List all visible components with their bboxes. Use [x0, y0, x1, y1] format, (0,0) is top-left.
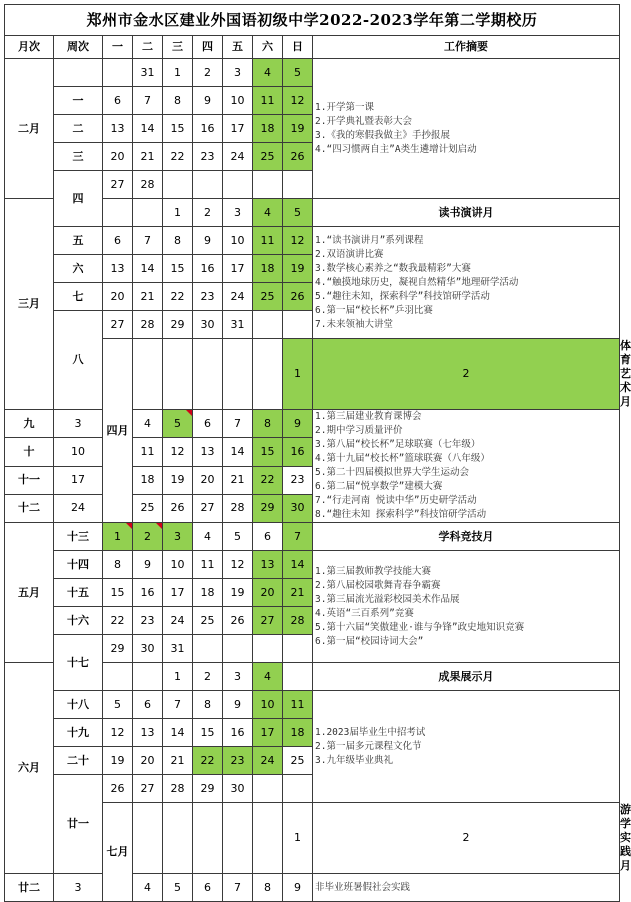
day-cell — [253, 775, 283, 803]
day-cell: 22 — [193, 747, 223, 775]
day-cell: 20 — [133, 747, 163, 775]
day-cell: 10 — [54, 438, 103, 466]
summary-cell — [313, 227, 620, 339]
day-cell: 11 — [253, 87, 283, 115]
summary-item: 6.第一届“校长杯”乒羽比赛 — [315, 304, 433, 316]
summary-item: 1.第三届教师教学技能大赛 — [315, 565, 431, 577]
summary-item: 1.开学第一课 — [315, 101, 374, 113]
day-cell: 28 — [133, 171, 163, 199]
day-cell: 15 — [163, 115, 193, 143]
day-cell: 25 — [253, 283, 283, 311]
day-cell: 4 — [253, 663, 283, 691]
day-cell: 20 — [103, 143, 133, 171]
day-cell: 13 — [193, 438, 223, 466]
day-cell: 26 — [223, 607, 253, 635]
month-cell: 三月 — [5, 199, 54, 410]
day-cell: 20 — [253, 579, 283, 607]
day-cell: 19 — [283, 115, 313, 143]
day-cell: 23 — [193, 143, 223, 171]
week-cell: 十九 — [54, 719, 103, 747]
day-cell: 5 — [163, 874, 193, 902]
day-cell: 22 — [163, 283, 193, 311]
week-cell: 十五 — [54, 579, 103, 607]
day-cell: 30 — [223, 775, 253, 803]
day-cell: 16 — [283, 438, 313, 466]
day-cell: 28 — [223, 494, 253, 522]
day-cell — [193, 803, 223, 874]
summary-item: 2.双语演讲比赛 — [315, 248, 384, 260]
week-row — [5, 227, 620, 255]
summary-item: 4.英语“三百系列”竞赛 — [315, 607, 414, 619]
weekday-header: 四 — [193, 36, 223, 59]
day-cell: 24 — [163, 607, 193, 635]
day-cell: 2 — [193, 59, 223, 87]
day-cell: 8 — [193, 691, 223, 719]
day-cell: 1 — [103, 523, 133, 551]
day-cell: 27 — [193, 494, 223, 522]
summary-item: 5.第十六届“笑傲建业·谁与争锋”政史地知识竞赛 — [315, 621, 525, 633]
day-cell: 11 — [253, 227, 283, 255]
summary-cell — [313, 410, 620, 523]
day-cell — [133, 803, 163, 874]
day-cell: 31 — [163, 635, 193, 663]
week-cell: 三 — [54, 143, 103, 171]
summary-item: 7.“行走河南 悦读中华”历史研学活动 — [315, 495, 477, 506]
summary-item: 4.“触摸地球历史，凝视自然精华”地理研学活动 — [315, 276, 519, 288]
day-cell: 23 — [133, 607, 163, 635]
day-cell: 12 — [283, 87, 313, 115]
weekday-header: 一 — [103, 36, 133, 59]
day-cell: 9 — [283, 410, 313, 438]
day-cell: 14 — [163, 719, 193, 747]
day-cell: 21 — [223, 466, 253, 494]
day-cell: 26 — [103, 775, 133, 803]
day-cell: 1 — [163, 59, 193, 87]
summary-item: 非毕业班暑假社会实践 — [315, 881, 411, 893]
week-row — [5, 410, 620, 438]
day-cell: 6 — [103, 227, 133, 255]
day-cell: 21 — [283, 579, 313, 607]
day-cell: 30 — [193, 311, 223, 339]
day-cell: 3 — [223, 199, 253, 227]
day-cell: 30 — [283, 494, 313, 522]
day-cell: 3 — [163, 523, 193, 551]
calendar-title: 郑州市金水区建业外国语初级中学2022-2023学年第二学期校历 — [5, 5, 620, 36]
month-header: 月次 — [5, 36, 54, 59]
day-cell: 9 — [223, 691, 253, 719]
day-cell: 31 — [223, 311, 253, 339]
week-cell: 廿二 — [5, 874, 54, 902]
summary-item: 5.第二十四届模拟世界大学生运动会 — [315, 467, 469, 478]
day-cell: 6 — [103, 87, 133, 115]
day-cell: 9 — [283, 874, 313, 902]
day-cell: 18 — [193, 579, 223, 607]
day-cell: 26 — [283, 283, 313, 311]
day-cell: 20 — [103, 283, 133, 311]
day-cell: 16 — [223, 719, 253, 747]
day-cell: 21 — [163, 747, 193, 775]
day-cell: 27 — [253, 607, 283, 635]
day-cell: 18 — [133, 466, 163, 494]
day-cell: 8 — [163, 227, 193, 255]
day-cell — [253, 339, 283, 410]
day-cell: 7 — [133, 227, 163, 255]
day-cell: 4 — [253, 199, 283, 227]
week-cell: 十六 — [54, 607, 103, 635]
summary-item: 1.第三届建业教育课博会 — [315, 411, 422, 422]
day-cell: 2 — [313, 803, 620, 874]
summary-item: 2.第一届多元课程文化节 — [315, 740, 422, 752]
day-cell: 17 — [223, 115, 253, 143]
summary-item: 3.数学核心素养之“数我最精彩”大赛 — [315, 262, 471, 274]
day-cell — [283, 635, 313, 663]
day-cell: 2 — [133, 523, 163, 551]
day-cell: 16 — [133, 579, 163, 607]
day-cell: 11 — [193, 551, 223, 579]
header-row — [5, 36, 620, 59]
week-cell: 十八 — [54, 691, 103, 719]
day-cell — [163, 803, 193, 874]
day-cell — [193, 635, 223, 663]
day-cell: 31 — [133, 59, 163, 87]
summary-item: 7.未来领袖大讲堂 — [315, 318, 393, 330]
weekday-header: 六 — [253, 36, 283, 59]
day-cell: 6 — [193, 410, 223, 438]
week-cell: 十三 — [54, 523, 103, 551]
day-cell: 6 — [253, 523, 283, 551]
day-cell: 25 — [283, 747, 313, 775]
summary-item: 6.第二届“悦享数学”建模大赛 — [315, 481, 443, 492]
day-cell: 12 — [283, 227, 313, 255]
day-cell: 23 — [223, 747, 253, 775]
day-cell: 15 — [163, 255, 193, 283]
week-header: 周次 — [54, 36, 103, 59]
day-cell: 1 — [283, 803, 313, 874]
summary-item: 3.第三届流光溢彩校园美术作品展 — [315, 593, 460, 605]
day-cell — [253, 635, 283, 663]
day-cell: 25 — [253, 143, 283, 171]
day-cell: 16 — [193, 255, 223, 283]
day-cell — [133, 199, 163, 227]
day-cell: 17 — [54, 466, 103, 494]
week-cell: 六 — [54, 255, 103, 283]
day-cell: 23 — [193, 283, 223, 311]
day-cell: 22 — [103, 607, 133, 635]
day-cell: 29 — [193, 775, 223, 803]
week-cell: 一 — [54, 87, 103, 115]
week-cell: 十二 — [5, 494, 54, 522]
day-cell: 14 — [133, 115, 163, 143]
day-cell: 10 — [223, 87, 253, 115]
day-cell: 9 — [133, 551, 163, 579]
day-cell: 22 — [253, 466, 283, 494]
day-cell: 24 — [253, 747, 283, 775]
summary-item: 3.第八届“校长杯”足球联赛（七年级） — [315, 439, 481, 450]
day-cell: 21 — [133, 283, 163, 311]
day-cell: 1 — [163, 663, 193, 691]
day-cell — [193, 171, 223, 199]
day-cell: 29 — [253, 494, 283, 522]
day-cell: 24 — [54, 494, 103, 522]
month-cell: 七月 — [103, 803, 133, 902]
day-cell: 28 — [163, 775, 193, 803]
day-cell — [223, 171, 253, 199]
day-cell: 13 — [253, 551, 283, 579]
day-cell: 6 — [193, 874, 223, 902]
week-row — [5, 691, 620, 719]
school-calendar-table — [4, 4, 631, 902]
day-cell: 3 — [223, 59, 253, 87]
day-cell: 13 — [103, 255, 133, 283]
day-cell: 26 — [283, 143, 313, 171]
day-cell: 27 — [133, 775, 163, 803]
day-cell: 22 — [163, 143, 193, 171]
day-cell: 3 — [223, 663, 253, 691]
day-cell: 14 — [133, 255, 163, 283]
day-cell — [253, 311, 283, 339]
weekday-header: 二 — [133, 36, 163, 59]
day-cell: 13 — [103, 115, 133, 143]
week-cell: 十 — [5, 438, 54, 466]
day-cell: 23 — [283, 466, 313, 494]
day-cell: 4 — [193, 523, 223, 551]
day-cell: 19 — [283, 255, 313, 283]
week-cell: 五 — [54, 227, 103, 255]
day-cell: 8 — [163, 87, 193, 115]
day-cell: 12 — [103, 719, 133, 747]
summary-item: 2.第八届校园歌舞青春争霸赛 — [315, 579, 441, 591]
day-cell: 7 — [223, 410, 253, 438]
day-cell: 30 — [133, 635, 163, 663]
day-cell — [283, 775, 313, 803]
day-cell: 4 — [253, 59, 283, 87]
month-cell: 五月 — [5, 523, 54, 663]
day-cell: 26 — [163, 494, 193, 522]
day-cell: 3 — [54, 874, 103, 902]
day-cell — [253, 803, 283, 874]
summary-item: 5.“趣往未知，探索科学”科技馆研学活动 — [315, 290, 490, 302]
day-cell — [133, 339, 163, 410]
day-cell: 21 — [133, 143, 163, 171]
week-cell: 二 — [54, 115, 103, 143]
day-cell: 8 — [103, 551, 133, 579]
day-cell: 5 — [283, 59, 313, 87]
summary-item: 3.《我的寒假我做主》手抄报展 — [315, 129, 450, 141]
day-cell — [283, 663, 313, 691]
day-cell: 18 — [283, 719, 313, 747]
day-cell — [283, 171, 313, 199]
section-title: 成果展示月 — [313, 663, 620, 691]
day-cell — [163, 339, 193, 410]
summary-cell — [313, 874, 620, 902]
day-cell: 5 — [163, 410, 193, 438]
day-cell: 1 — [163, 199, 193, 227]
day-cell: 19 — [163, 466, 193, 494]
day-cell: 28 — [283, 607, 313, 635]
summary-cell — [313, 691, 620, 803]
day-cell — [253, 171, 283, 199]
day-cell: 3 — [54, 410, 103, 438]
day-cell: 18 — [253, 115, 283, 143]
day-cell: 10 — [163, 551, 193, 579]
day-cell — [163, 171, 193, 199]
summary-cell — [313, 59, 620, 199]
day-cell: 8 — [253, 410, 283, 438]
week-cell: 十一 — [5, 466, 54, 494]
day-cell — [133, 663, 163, 691]
day-cell: 9 — [193, 87, 223, 115]
day-cell: 25 — [193, 607, 223, 635]
day-cell: 14 — [283, 551, 313, 579]
summary-header: 工作摘要 — [313, 36, 620, 59]
day-cell: 7 — [283, 523, 313, 551]
summary-item: 4.第十九届“校长杯”篮球联赛（八年级） — [315, 453, 490, 464]
day-cell: 11 — [133, 438, 163, 466]
week-row — [5, 59, 620, 87]
day-cell: 24 — [223, 143, 253, 171]
day-cell: 9 — [193, 227, 223, 255]
day-cell: 19 — [223, 579, 253, 607]
week-cell: 十七 — [54, 635, 103, 691]
month-cell: 四月 — [103, 339, 133, 523]
week-cell: 二十 — [54, 747, 103, 775]
weekday-header: 日 — [283, 36, 313, 59]
day-cell: 17 — [253, 719, 283, 747]
week-row — [5, 551, 620, 579]
day-cell: 20 — [193, 466, 223, 494]
day-cell — [103, 199, 133, 227]
day-cell: 17 — [223, 255, 253, 283]
day-cell: 13 — [133, 719, 163, 747]
week-row — [5, 874, 620, 902]
summary-item: 4.“四习惯两自主”A类生遴增计划启动 — [315, 143, 477, 155]
day-cell: 15 — [253, 438, 283, 466]
section-title: 读书演讲月 — [313, 199, 620, 227]
day-cell: 1 — [283, 339, 313, 410]
summary-item: 2.开学典礼暨表彰大会 — [315, 115, 412, 127]
summary-cell — [313, 551, 620, 663]
day-cell: 19 — [103, 747, 133, 775]
day-cell: 29 — [103, 635, 133, 663]
day-cell: 14 — [223, 438, 253, 466]
day-cell: 2 — [193, 663, 223, 691]
month-cell: 六月 — [5, 663, 54, 874]
month-cell: 二月 — [5, 59, 54, 199]
day-cell: 12 — [163, 438, 193, 466]
day-cell: 16 — [193, 115, 223, 143]
week-cell: 十四 — [54, 551, 103, 579]
summary-item: 1.2023届毕业生中招考试 — [315, 726, 426, 738]
week-cell: 八 — [54, 311, 103, 410]
day-cell: 24 — [223, 283, 253, 311]
day-cell: 7 — [223, 874, 253, 902]
day-cell: 27 — [103, 311, 133, 339]
day-cell: 27 — [103, 171, 133, 199]
summary-item: 8.“趣往未知 探索科学”科技馆研学活动 — [315, 509, 487, 520]
day-cell: 4 — [133, 410, 163, 438]
day-cell: 18 — [253, 255, 283, 283]
day-cell: 4 — [133, 874, 163, 902]
day-cell: 5 — [223, 523, 253, 551]
weekday-header: 三 — [163, 36, 193, 59]
day-cell — [283, 311, 313, 339]
weekday-header: 五 — [223, 36, 253, 59]
summary-item: 6.第一届“校园诗词大会” — [315, 635, 424, 647]
day-cell — [223, 339, 253, 410]
day-cell: 17 — [163, 579, 193, 607]
week-cell: 廿一 — [54, 775, 103, 874]
day-cell: 6 — [133, 691, 163, 719]
day-cell: 10 — [223, 227, 253, 255]
week-row: 四月 1 2 体育艺术月 — [5, 339, 620, 410]
day-cell: 29 — [163, 311, 193, 339]
day-cell: 12 — [223, 551, 253, 579]
day-cell: 10 — [253, 691, 283, 719]
week-cell: 四 — [54, 171, 103, 227]
day-cell: 2 — [313, 339, 620, 410]
week-cell: 九 — [5, 410, 54, 438]
summary-item: 2.期中学习质量评价 — [315, 425, 403, 436]
day-cell: 28 — [133, 311, 163, 339]
day-cell: 5 — [103, 691, 133, 719]
day-cell: 11 — [283, 691, 313, 719]
day-cell: 15 — [103, 579, 133, 607]
day-cell: 15 — [193, 719, 223, 747]
week-row: 七月 1 2 游学实践月 — [5, 803, 620, 874]
day-cell: 8 — [253, 874, 283, 902]
day-cell — [103, 663, 133, 691]
summary-item: 1.“读书演讲月”系列课程 — [315, 234, 424, 246]
summary-item: 3.九年级毕业典礼 — [315, 754, 393, 766]
section-title: 学科竞技月 — [313, 523, 620, 551]
day-cell: 7 — [133, 87, 163, 115]
week-row — [5, 523, 620, 551]
week-cell: 七 — [54, 283, 103, 311]
day-cell: 5 — [283, 199, 313, 227]
day-cell: 25 — [133, 494, 163, 522]
day-cell — [103, 59, 133, 87]
day-cell — [223, 635, 253, 663]
week-cell — [54, 59, 103, 87]
day-cell — [193, 339, 223, 410]
day-cell: 2 — [193, 199, 223, 227]
day-cell: 7 — [163, 691, 193, 719]
day-cell — [223, 803, 253, 874]
